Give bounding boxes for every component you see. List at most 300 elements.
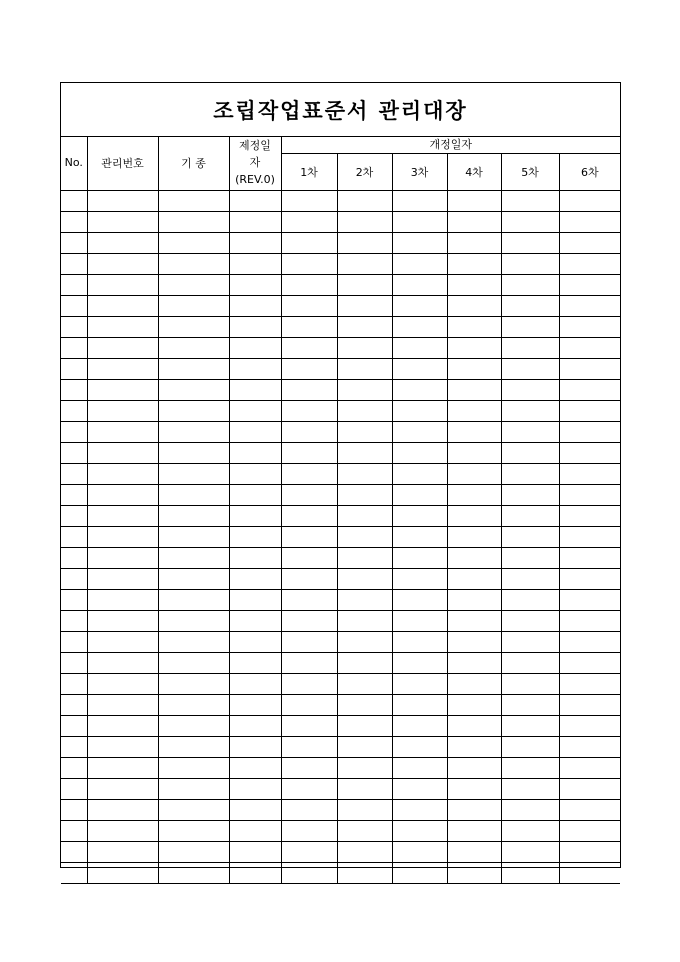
- cell-rev3[interactable]: [392, 421, 447, 442]
- cell-rev1[interactable]: [281, 442, 337, 463]
- cell-rev5[interactable]: [501, 274, 559, 295]
- cell-no[interactable]: [61, 274, 87, 295]
- cell-rev5[interactable]: [501, 211, 559, 232]
- cell-rev1[interactable]: [281, 568, 337, 589]
- cell-no[interactable]: [61, 862, 87, 883]
- cell-rev4[interactable]: [447, 757, 501, 778]
- cell-model[interactable]: [158, 589, 229, 610]
- cell-model[interactable]: [158, 841, 229, 862]
- cell-no[interactable]: [61, 652, 87, 673]
- cell-rev5[interactable]: [501, 442, 559, 463]
- cell-rev1[interactable]: [281, 757, 337, 778]
- cell-rev6[interactable]: [559, 316, 620, 337]
- cell-rev4[interactable]: [447, 190, 501, 211]
- cell-rev3[interactable]: [392, 778, 447, 799]
- cell-no[interactable]: [61, 505, 87, 526]
- cell-rev4[interactable]: [447, 421, 501, 442]
- cell-rev3[interactable]: [392, 358, 447, 379]
- cell-no[interactable]: [61, 841, 87, 862]
- cell-rev5[interactable]: [501, 505, 559, 526]
- cell-rev6[interactable]: [559, 610, 620, 631]
- cell-rev1[interactable]: [281, 463, 337, 484]
- cell-established[interactable]: [229, 505, 281, 526]
- cell-rev2[interactable]: [337, 820, 392, 841]
- cell-established[interactable]: [229, 316, 281, 337]
- cell-mgmt-no[interactable]: [87, 358, 158, 379]
- cell-rev6[interactable]: [559, 631, 620, 652]
- cell-rev2[interactable]: [337, 337, 392, 358]
- cell-mgmt-no[interactable]: [87, 379, 158, 400]
- cell-rev5[interactable]: [501, 799, 559, 820]
- cell-mgmt-no[interactable]: [87, 442, 158, 463]
- cell-rev2[interactable]: [337, 505, 392, 526]
- cell-rev6[interactable]: [559, 232, 620, 253]
- cell-no[interactable]: [61, 463, 87, 484]
- cell-rev2[interactable]: [337, 631, 392, 652]
- cell-model[interactable]: [158, 442, 229, 463]
- cell-rev4[interactable]: [447, 316, 501, 337]
- cell-established[interactable]: [229, 484, 281, 505]
- cell-rev1[interactable]: [281, 715, 337, 736]
- cell-rev1[interactable]: [281, 631, 337, 652]
- cell-rev3[interactable]: [392, 400, 447, 421]
- cell-established[interactable]: [229, 400, 281, 421]
- cell-rev1[interactable]: [281, 673, 337, 694]
- cell-mgmt-no[interactable]: [87, 736, 158, 757]
- cell-model[interactable]: [158, 862, 229, 883]
- cell-established[interactable]: [229, 694, 281, 715]
- cell-rev3[interactable]: [392, 757, 447, 778]
- cell-established[interactable]: [229, 862, 281, 883]
- cell-rev2[interactable]: [337, 232, 392, 253]
- cell-no[interactable]: [61, 673, 87, 694]
- cell-rev1[interactable]: [281, 211, 337, 232]
- cell-rev2[interactable]: [337, 400, 392, 421]
- cell-rev1[interactable]: [281, 862, 337, 883]
- cell-rev3[interactable]: [392, 547, 447, 568]
- cell-model[interactable]: [158, 358, 229, 379]
- cell-no[interactable]: [61, 400, 87, 421]
- cell-model[interactable]: [158, 421, 229, 442]
- cell-rev2[interactable]: [337, 379, 392, 400]
- cell-model[interactable]: [158, 232, 229, 253]
- cell-model[interactable]: [158, 568, 229, 589]
- cell-rev5[interactable]: [501, 736, 559, 757]
- cell-rev5[interactable]: [501, 610, 559, 631]
- cell-model[interactable]: [158, 820, 229, 841]
- cell-rev2[interactable]: [337, 673, 392, 694]
- cell-rev1[interactable]: [281, 652, 337, 673]
- cell-rev6[interactable]: [559, 799, 620, 820]
- cell-mgmt-no[interactable]: [87, 862, 158, 883]
- cell-rev6[interactable]: [559, 295, 620, 316]
- cell-established[interactable]: [229, 547, 281, 568]
- cell-rev5[interactable]: [501, 358, 559, 379]
- cell-rev2[interactable]: [337, 421, 392, 442]
- cell-rev1[interactable]: [281, 295, 337, 316]
- cell-rev3[interactable]: [392, 631, 447, 652]
- cell-rev6[interactable]: [559, 694, 620, 715]
- cell-rev2[interactable]: [337, 610, 392, 631]
- cell-mgmt-no[interactable]: [87, 820, 158, 841]
- cell-rev4[interactable]: [447, 274, 501, 295]
- cell-no[interactable]: [61, 715, 87, 736]
- cell-rev5[interactable]: [501, 463, 559, 484]
- cell-established[interactable]: [229, 526, 281, 547]
- cell-rev2[interactable]: [337, 358, 392, 379]
- cell-rev4[interactable]: [447, 358, 501, 379]
- cell-rev3[interactable]: [392, 253, 447, 274]
- cell-mgmt-no[interactable]: [87, 610, 158, 631]
- cell-established[interactable]: [229, 190, 281, 211]
- cell-rev1[interactable]: [281, 358, 337, 379]
- cell-established[interactable]: [229, 610, 281, 631]
- cell-rev1[interactable]: [281, 799, 337, 820]
- cell-rev3[interactable]: [392, 568, 447, 589]
- cell-model[interactable]: [158, 463, 229, 484]
- cell-rev6[interactable]: [559, 778, 620, 799]
- cell-no[interactable]: [61, 295, 87, 316]
- cell-rev3[interactable]: [392, 337, 447, 358]
- cell-rev2[interactable]: [337, 190, 392, 211]
- cell-rev3[interactable]: [392, 463, 447, 484]
- cell-rev5[interactable]: [501, 673, 559, 694]
- cell-model[interactable]: [158, 253, 229, 274]
- cell-rev6[interactable]: [559, 337, 620, 358]
- cell-rev4[interactable]: [447, 232, 501, 253]
- cell-rev2[interactable]: [337, 295, 392, 316]
- cell-rev3[interactable]: [392, 652, 447, 673]
- cell-model[interactable]: [158, 295, 229, 316]
- cell-rev5[interactable]: [501, 190, 559, 211]
- cell-rev5[interactable]: [501, 379, 559, 400]
- cell-rev1[interactable]: [281, 232, 337, 253]
- cell-rev5[interactable]: [501, 295, 559, 316]
- cell-rev1[interactable]: [281, 736, 337, 757]
- cell-model[interactable]: [158, 778, 229, 799]
- cell-rev5[interactable]: [501, 421, 559, 442]
- cell-no[interactable]: [61, 757, 87, 778]
- cell-rev2[interactable]: [337, 778, 392, 799]
- cell-mgmt-no[interactable]: [87, 757, 158, 778]
- cell-rev6[interactable]: [559, 715, 620, 736]
- cell-rev4[interactable]: [447, 736, 501, 757]
- cell-rev4[interactable]: [447, 841, 501, 862]
- cell-rev3[interactable]: [392, 694, 447, 715]
- cell-rev5[interactable]: [501, 778, 559, 799]
- cell-mgmt-no[interactable]: [87, 652, 158, 673]
- cell-mgmt-no[interactable]: [87, 400, 158, 421]
- cell-mgmt-no[interactable]: [87, 799, 158, 820]
- cell-model[interactable]: [158, 400, 229, 421]
- cell-rev4[interactable]: [447, 799, 501, 820]
- cell-rev2[interactable]: [337, 736, 392, 757]
- cell-mgmt-no[interactable]: [87, 274, 158, 295]
- cell-established[interactable]: [229, 274, 281, 295]
- cell-rev2[interactable]: [337, 757, 392, 778]
- cell-rev6[interactable]: [559, 400, 620, 421]
- cell-model[interactable]: [158, 610, 229, 631]
- cell-established[interactable]: [229, 736, 281, 757]
- cell-rev2[interactable]: [337, 568, 392, 589]
- cell-rev3[interactable]: [392, 862, 447, 883]
- cell-rev5[interactable]: [501, 337, 559, 358]
- cell-no[interactable]: [61, 820, 87, 841]
- cell-established[interactable]: [229, 820, 281, 841]
- cell-rev6[interactable]: [559, 274, 620, 295]
- cell-rev5[interactable]: [501, 757, 559, 778]
- cell-rev3[interactable]: [392, 232, 447, 253]
- cell-rev4[interactable]: [447, 253, 501, 274]
- cell-model[interactable]: [158, 799, 229, 820]
- cell-no[interactable]: [61, 421, 87, 442]
- cell-rev5[interactable]: [501, 715, 559, 736]
- cell-rev2[interactable]: [337, 526, 392, 547]
- cell-rev1[interactable]: [281, 253, 337, 274]
- cell-rev1[interactable]: [281, 190, 337, 211]
- cell-established[interactable]: [229, 211, 281, 232]
- cell-rev6[interactable]: [559, 568, 620, 589]
- cell-established[interactable]: [229, 253, 281, 274]
- cell-rev4[interactable]: [447, 652, 501, 673]
- cell-established[interactable]: [229, 568, 281, 589]
- cell-mgmt-no[interactable]: [87, 631, 158, 652]
- cell-model[interactable]: [158, 274, 229, 295]
- cell-rev6[interactable]: [559, 421, 620, 442]
- cell-rev2[interactable]: [337, 274, 392, 295]
- cell-rev5[interactable]: [501, 400, 559, 421]
- cell-rev1[interactable]: [281, 694, 337, 715]
- cell-rev5[interactable]: [501, 841, 559, 862]
- cell-rev4[interactable]: [447, 715, 501, 736]
- cell-rev4[interactable]: [447, 862, 501, 883]
- cell-model[interactable]: [158, 505, 229, 526]
- cell-rev1[interactable]: [281, 820, 337, 841]
- cell-rev2[interactable]: [337, 442, 392, 463]
- cell-rev3[interactable]: [392, 589, 447, 610]
- cell-rev6[interactable]: [559, 652, 620, 673]
- cell-rev2[interactable]: [337, 253, 392, 274]
- cell-rev3[interactable]: [392, 841, 447, 862]
- cell-established[interactable]: [229, 715, 281, 736]
- cell-no[interactable]: [61, 232, 87, 253]
- cell-rev3[interactable]: [392, 379, 447, 400]
- cell-model[interactable]: [158, 736, 229, 757]
- cell-mgmt-no[interactable]: [87, 421, 158, 442]
- cell-established[interactable]: [229, 442, 281, 463]
- cell-no[interactable]: [61, 442, 87, 463]
- cell-established[interactable]: [229, 631, 281, 652]
- cell-no[interactable]: [61, 190, 87, 211]
- cell-rev2[interactable]: [337, 211, 392, 232]
- cell-mgmt-no[interactable]: [87, 463, 158, 484]
- cell-rev5[interactable]: [501, 253, 559, 274]
- cell-established[interactable]: [229, 652, 281, 673]
- cell-rev5[interactable]: [501, 820, 559, 841]
- cell-no[interactable]: [61, 358, 87, 379]
- cell-no[interactable]: [61, 631, 87, 652]
- cell-rev6[interactable]: [559, 484, 620, 505]
- cell-rev3[interactable]: [392, 505, 447, 526]
- cell-rev6[interactable]: [559, 736, 620, 757]
- cell-established[interactable]: [229, 232, 281, 253]
- cell-rev5[interactable]: [501, 526, 559, 547]
- cell-mgmt-no[interactable]: [87, 694, 158, 715]
- cell-rev5[interactable]: [501, 547, 559, 568]
- cell-rev6[interactable]: [559, 862, 620, 883]
- cell-rev3[interactable]: [392, 274, 447, 295]
- cell-rev4[interactable]: [447, 631, 501, 652]
- cell-rev6[interactable]: [559, 211, 620, 232]
- cell-established[interactable]: [229, 379, 281, 400]
- cell-rev6[interactable]: [559, 841, 620, 862]
- cell-rev2[interactable]: [337, 652, 392, 673]
- cell-mgmt-no[interactable]: [87, 778, 158, 799]
- cell-mgmt-no[interactable]: [87, 316, 158, 337]
- cell-rev4[interactable]: [447, 694, 501, 715]
- cell-established[interactable]: [229, 358, 281, 379]
- cell-established[interactable]: [229, 295, 281, 316]
- cell-rev4[interactable]: [447, 400, 501, 421]
- cell-rev4[interactable]: [447, 211, 501, 232]
- cell-rev1[interactable]: [281, 589, 337, 610]
- cell-rev3[interactable]: [392, 442, 447, 463]
- cell-mgmt-no[interactable]: [87, 526, 158, 547]
- cell-mgmt-no[interactable]: [87, 484, 158, 505]
- cell-rev4[interactable]: [447, 568, 501, 589]
- cell-rev1[interactable]: [281, 421, 337, 442]
- cell-rev4[interactable]: [447, 547, 501, 568]
- cell-mgmt-no[interactable]: [87, 211, 158, 232]
- cell-rev6[interactable]: [559, 547, 620, 568]
- cell-mgmt-no[interactable]: [87, 295, 158, 316]
- cell-rev4[interactable]: [447, 295, 501, 316]
- cell-mgmt-no[interactable]: [87, 673, 158, 694]
- cell-model[interactable]: [158, 211, 229, 232]
- cell-rev2[interactable]: [337, 589, 392, 610]
- cell-mgmt-no[interactable]: [87, 568, 158, 589]
- cell-mgmt-no[interactable]: [87, 715, 158, 736]
- cell-model[interactable]: [158, 379, 229, 400]
- cell-rev5[interactable]: [501, 568, 559, 589]
- cell-rev1[interactable]: [281, 484, 337, 505]
- cell-rev6[interactable]: [559, 505, 620, 526]
- cell-rev6[interactable]: [559, 673, 620, 694]
- cell-rev4[interactable]: [447, 442, 501, 463]
- cell-rev3[interactable]: [392, 484, 447, 505]
- cell-rev4[interactable]: [447, 505, 501, 526]
- cell-rev3[interactable]: [392, 736, 447, 757]
- cell-established[interactable]: [229, 589, 281, 610]
- cell-rev5[interactable]: [501, 862, 559, 883]
- cell-model[interactable]: [158, 673, 229, 694]
- cell-rev2[interactable]: [337, 841, 392, 862]
- cell-mgmt-no[interactable]: [87, 841, 158, 862]
- cell-rev3[interactable]: [392, 820, 447, 841]
- cell-rev6[interactable]: [559, 253, 620, 274]
- cell-rev4[interactable]: [447, 484, 501, 505]
- cell-rev6[interactable]: [559, 463, 620, 484]
- cell-established[interactable]: [229, 799, 281, 820]
- cell-rev1[interactable]: [281, 337, 337, 358]
- cell-rev2[interactable]: [337, 799, 392, 820]
- cell-mgmt-no[interactable]: [87, 253, 158, 274]
- cell-rev1[interactable]: [281, 505, 337, 526]
- cell-rev2[interactable]: [337, 715, 392, 736]
- cell-no[interactable]: [61, 484, 87, 505]
- cell-rev6[interactable]: [559, 379, 620, 400]
- cell-rev3[interactable]: [392, 190, 447, 211]
- cell-rev6[interactable]: [559, 820, 620, 841]
- cell-rev1[interactable]: [281, 526, 337, 547]
- cell-rev5[interactable]: [501, 232, 559, 253]
- cell-model[interactable]: [158, 484, 229, 505]
- cell-established[interactable]: [229, 841, 281, 862]
- cell-rev3[interactable]: [392, 211, 447, 232]
- cell-rev5[interactable]: [501, 589, 559, 610]
- cell-rev4[interactable]: [447, 526, 501, 547]
- cell-model[interactable]: [158, 547, 229, 568]
- cell-rev1[interactable]: [281, 379, 337, 400]
- cell-rev2[interactable]: [337, 547, 392, 568]
- cell-model[interactable]: [158, 652, 229, 673]
- cell-rev3[interactable]: [392, 799, 447, 820]
- cell-rev1[interactable]: [281, 778, 337, 799]
- cell-rev3[interactable]: [392, 715, 447, 736]
- cell-rev2[interactable]: [337, 484, 392, 505]
- cell-established[interactable]: [229, 337, 281, 358]
- cell-rev3[interactable]: [392, 610, 447, 631]
- cell-rev5[interactable]: [501, 631, 559, 652]
- cell-rev2[interactable]: [337, 694, 392, 715]
- cell-rev6[interactable]: [559, 526, 620, 547]
- cell-model[interactable]: [158, 694, 229, 715]
- cell-rev5[interactable]: [501, 484, 559, 505]
- cell-model[interactable]: [158, 526, 229, 547]
- cell-rev1[interactable]: [281, 610, 337, 631]
- cell-no[interactable]: [61, 610, 87, 631]
- cell-rev4[interactable]: [447, 379, 501, 400]
- cell-rev3[interactable]: [392, 526, 447, 547]
- cell-mgmt-no[interactable]: [87, 589, 158, 610]
- cell-established[interactable]: [229, 463, 281, 484]
- cell-mgmt-no[interactable]: [87, 505, 158, 526]
- cell-mgmt-no[interactable]: [87, 337, 158, 358]
- cell-rev1[interactable]: [281, 547, 337, 568]
- cell-no[interactable]: [61, 736, 87, 757]
- cell-rev6[interactable]: [559, 442, 620, 463]
- cell-no[interactable]: [61, 253, 87, 274]
- cell-no[interactable]: [61, 568, 87, 589]
- cell-rev1[interactable]: [281, 400, 337, 421]
- cell-mgmt-no[interactable]: [87, 232, 158, 253]
- cell-no[interactable]: [61, 211, 87, 232]
- cell-model[interactable]: [158, 337, 229, 358]
- cell-no[interactable]: [61, 526, 87, 547]
- cell-rev3[interactable]: [392, 316, 447, 337]
- cell-mgmt-no[interactable]: [87, 190, 158, 211]
- cell-rev2[interactable]: [337, 316, 392, 337]
- cell-rev2[interactable]: [337, 463, 392, 484]
- cell-rev3[interactable]: [392, 295, 447, 316]
- cell-rev4[interactable]: [447, 673, 501, 694]
- cell-no[interactable]: [61, 379, 87, 400]
- cell-no[interactable]: [61, 799, 87, 820]
- cell-model[interactable]: [158, 190, 229, 211]
- cell-rev4[interactable]: [447, 463, 501, 484]
- cell-established[interactable]: [229, 778, 281, 799]
- cell-no[interactable]: [61, 778, 87, 799]
